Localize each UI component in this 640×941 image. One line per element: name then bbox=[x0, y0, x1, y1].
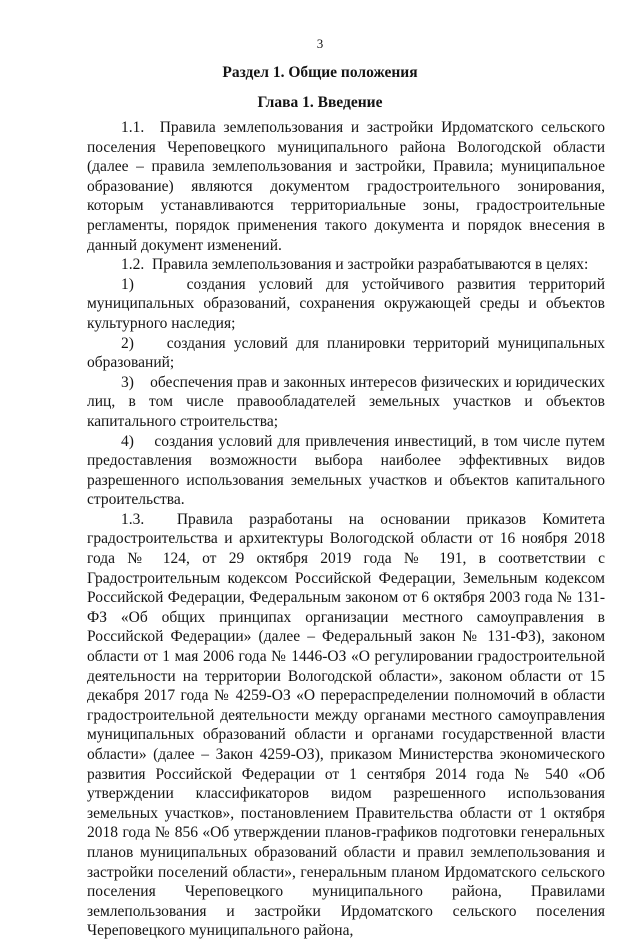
page-number: 3 bbox=[316, 36, 324, 51]
paragraph-1-1: 1.1. Правила землепользования и застройки Ирдоматского сельского поселения Череповецкого муниципального района Вологодской области (далее – правила землепользования и застройки, Правила; муниципальное образование) являются документом градостроительного зонирования, которым устанавливаются территориальные зоны, градостроительные регламенты, порядок применения такого документа и порядок внесения в данный документ изменений. bbox=[87, 119, 605, 254]
paragraph-1-3: 1.3. Правила разработаны на основании приказов Комитета градостроительства и архитектуры Вологодской области от 16 ноября 2018 года № 124, от 29 октября 2019 года № 191, в соответствии с Градостроительным кодексом Российской Федерации, Земельным кодексом Российской Федерации, Федеральным законом от 6 октября 2003 года № 131-ФЗ «Об общих принципах организации местного самоуправления в Российской Федерации» (далее – Федеральный закон № 131-ФЗ), законом области от 1 мая 2006 года № 1446-ОЗ «О регулировании градостроительной деятельности на территории Вологодской области», законом области от 15 декабря 2017 года № 4259-ОЗ «О перераспределении полномочий в области градостроительной деятельности между органами местного самоуправления муниципальных образований области и органами государственной власти области» (далее – Закон 4259-ОЗ), приказом Министерства экономического развития Российской Федерации от 1 сентября 2014 года № 540 «Об утверждении классификаторов видом разрешенного использования земельных участков», постановлением Правительства области от 1 октября 2018 года № 856 «Об утверждении планов-графиков подготовки генеральных планов муниципальных образований области и правил землепользования и застройки поселений области», генеральным планом Ирдоматского сельского поселения Череповецкого муниципального района, Правилами землепользования и застройки Ирдоматского сельского поселения Череповецкого муниципального района, bbox=[87, 510, 605, 940]
section-title: Раздел 1. Общие положения bbox=[222, 64, 418, 81]
chapter-title: Глава 1. Введение bbox=[257, 94, 383, 111]
list-item-3: 3) обеспечения прав и законных интересов физических и юридических лиц, в том числе правообладателей земельных участков и объектов капитального строительства; bbox=[87, 373, 605, 430]
list-item-4: 4) создания условий для привлечения инвестиций, в том числе путем предоставления возможности выбора наиболее эффективных видов разрешенного использования земельных участков и объектов капитального строительства. bbox=[87, 432, 605, 509]
list-item-1: 1) создания условий для устойчивого развития территорий муниципальных образований, сохранения окружающей среды и объектов культурного наследия; bbox=[87, 275, 605, 332]
list-item-2: 2) создания условий для планировки территорий муниципальных образований; bbox=[87, 334, 605, 372]
body-text bbox=[87, 118, 605, 941]
paragraph-1-2: 1.2. Правила землепользования и застройки разрабатываются в целях: bbox=[121, 256, 589, 274]
